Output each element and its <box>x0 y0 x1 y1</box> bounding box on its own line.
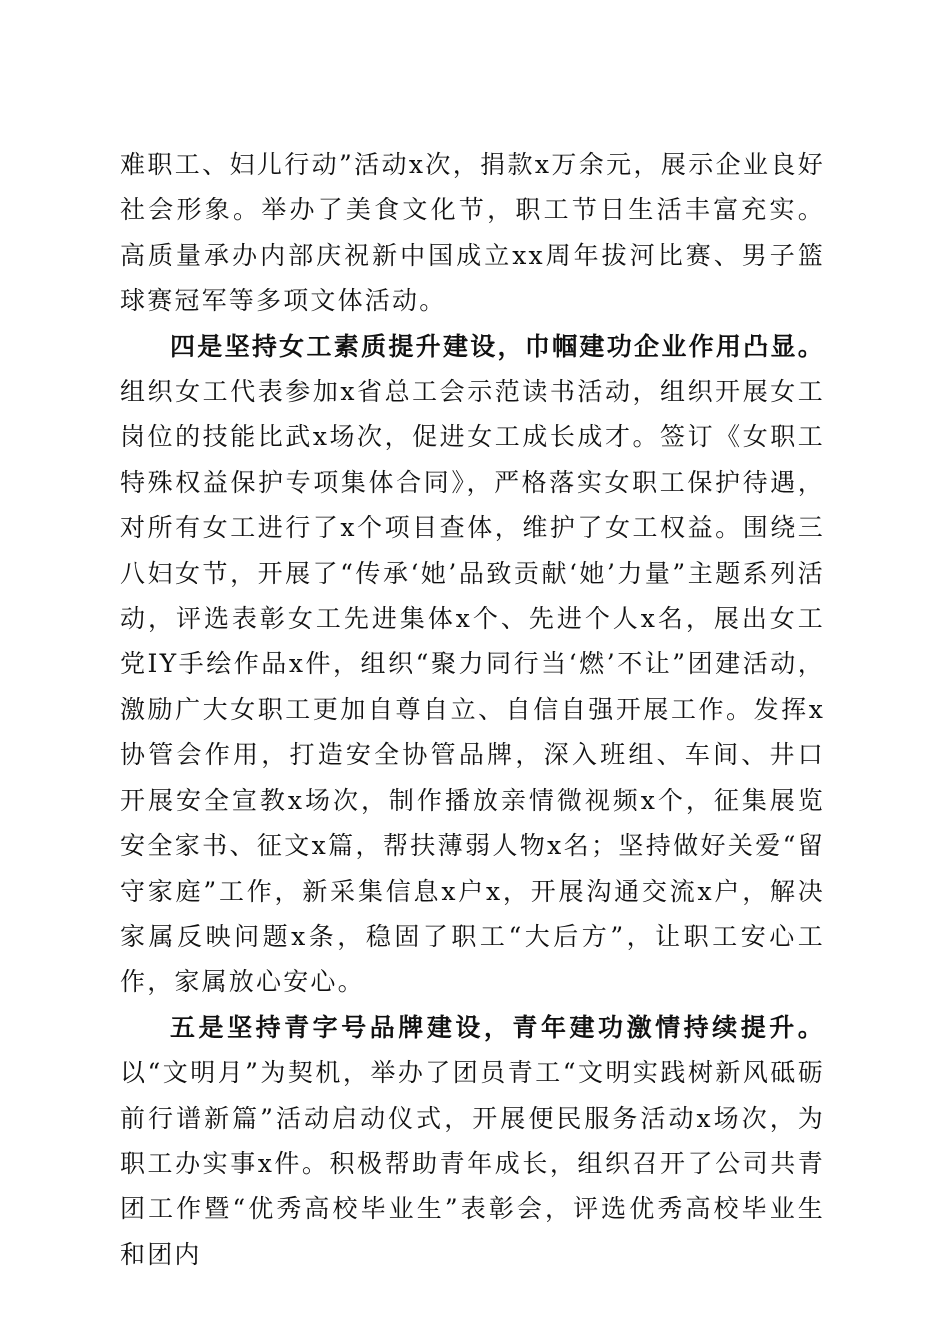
paragraph <box>120 142 825 324</box>
paragraph-heading: 五是坚持青字号品牌建设，青年建功激情持续提升。 <box>170 1012 825 1042</box>
paragraph-text: 组织女工代表参加x省总工会示范读书活动，组织开展女工岗位的技能比武x场次，促进女工成长成才。签订《女职工特殊权益保护专项集体合同》，严格落实女职工保护待遇，对所有女工进行了x个项目查体，维护了女工权益。围绕三八妇女节，开展了“传承‘她’品致贡献‘她’力量”主题系列活动，评选表彰女工先进集体x个、先进个人x名，展出女工党IY手绘作品x件，组织“聚力同行当‘燃’不让”团建活动，激励广大女职工更加自尊自立、自信自强开展工作。发挥x协管会作用，打造安全协管品牌，深入班组、车间、井口开展安全宣教x场次，制作播放亲情微视频x个，征集展览安全家书、征文x篇，帮扶薄弱人物x名；坚持做好关爱“留守家庭”工作，新采集信息x户x，开展沟通交流x户，解决家属反映问题x条，稳固了职工“大后方”，让职工安心工作，家属放心安心。 <box>120 377 825 997</box>
paragraph-text: 难职工、妇儿行动”活动x次，捐款x万余元，展示企业良好社会形象。举办了美食文化节，职工节日生活丰富充实。高质量承办内部庆祝新中国成立xx周年拔河比赛、男子篮球赛冠军等多项文体活动。 <box>120 150 825 316</box>
paragraph <box>120 324 825 1005</box>
document-body <box>120 142 825 1277</box>
paragraph-heading: 四是坚持女工素质提升建设，巾帼建功企业作用凸显。 <box>170 331 825 361</box>
paragraph-text: 以“文明月”为契机，举办了团员青工“文明实践树新风砥砺前行谱新篇”活动启动仪式，开展便民服务活动x场次，为职工办实事x件。积极帮助青年成长，组织召开了公司共青团工作暨“优秀高校毕业生”表彰会，评选优秀高校毕业生和团内 <box>120 1058 825 1269</box>
paragraph <box>120 1005 825 1277</box>
